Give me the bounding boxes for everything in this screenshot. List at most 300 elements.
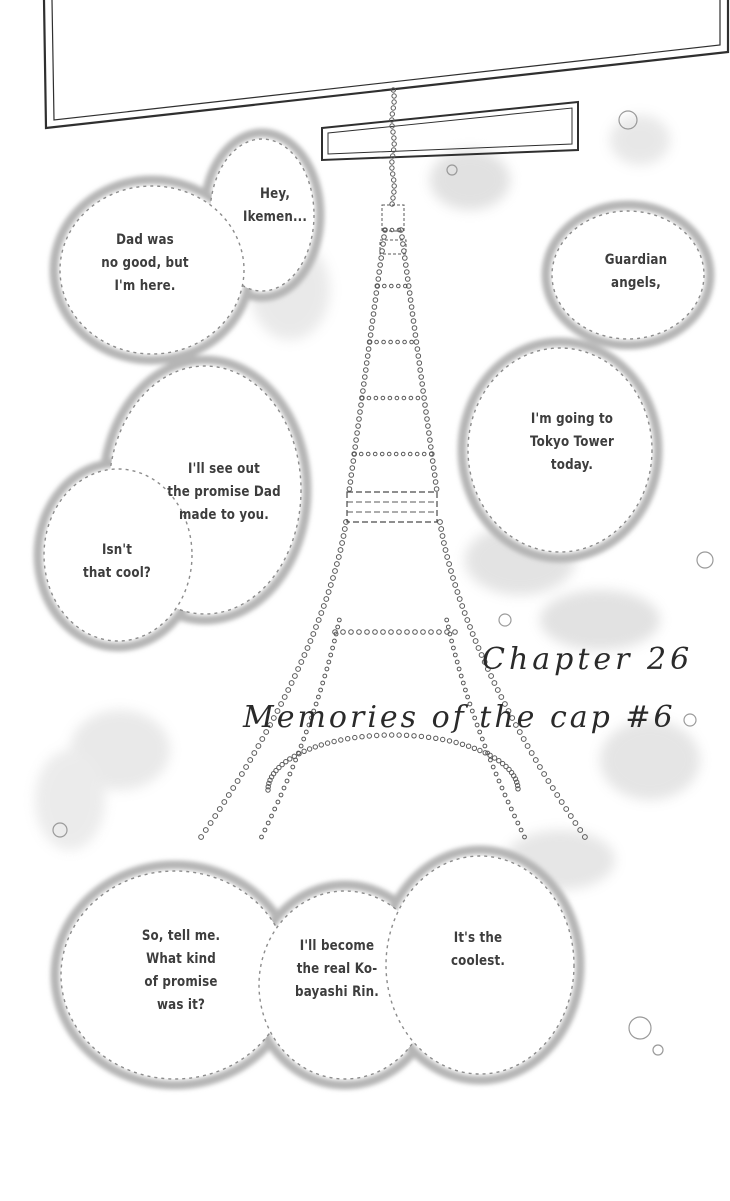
tower-bead [499, 695, 504, 700]
tower-bead [364, 361, 369, 366]
tower-bead [375, 340, 379, 344]
tower-bead [453, 583, 458, 588]
tower-bead [422, 452, 426, 456]
tower-bead [226, 793, 231, 798]
tower-bead [447, 739, 451, 743]
tower-bead [411, 319, 416, 324]
tower-bead [466, 744, 470, 748]
tower-bead [336, 555, 341, 560]
tower-bead [391, 130, 395, 134]
tower-bead [260, 835, 264, 839]
tower-bead [307, 747, 311, 751]
tower-bead [342, 527, 347, 532]
tower-bead [476, 646, 481, 651]
tower-bead [391, 196, 395, 200]
tower-bead [422, 396, 427, 401]
tower-bead [461, 681, 465, 685]
bubble-line: angels, [611, 275, 661, 291]
tower-bead [348, 480, 353, 485]
tower-bead [495, 688, 500, 693]
tower-bead [291, 765, 295, 769]
tower-bead [573, 821, 578, 826]
tower-bead [483, 744, 487, 748]
tower-bead [494, 772, 498, 776]
tower-bead [445, 618, 449, 622]
tower-bead [555, 793, 560, 798]
tower-bead [333, 569, 338, 574]
tower-bead [376, 277, 381, 282]
tower-bead [497, 779, 501, 783]
bubble-line: Ikemen... [242, 209, 308, 225]
tower-bead [360, 396, 364, 400]
tower-bead [434, 487, 439, 492]
tower-bead [311, 632, 316, 637]
tower-bead [473, 639, 478, 644]
tower-bead [440, 534, 445, 539]
tower-bead [366, 452, 370, 456]
tower-bead [350, 466, 355, 471]
tower-bead [426, 735, 430, 739]
bubble-promise-dad [167, 458, 281, 527]
chapter-title: Memories of the cap #6 [243, 700, 676, 735]
tower-bead [325, 667, 329, 671]
tower-bead [376, 284, 380, 288]
tower-bead [434, 736, 438, 740]
tower-bead [352, 452, 356, 456]
tower-bead [387, 452, 391, 456]
tower-bead [392, 178, 396, 182]
tower-bead [392, 190, 396, 194]
tower-bead [317, 695, 321, 699]
tower-bead [439, 527, 444, 532]
tower-bead [381, 242, 386, 247]
tower-bead [470, 632, 475, 637]
tower-bead [327, 660, 331, 664]
tower-bead [396, 340, 400, 344]
tower-bead [417, 361, 422, 366]
tower-bead [441, 737, 445, 741]
tower-bead [457, 667, 461, 671]
tower-bead [400, 235, 405, 240]
tower-bead [362, 382, 367, 387]
tower-bead [392, 184, 396, 188]
tower-bead [446, 625, 450, 629]
tower-bead [328, 583, 333, 588]
tower-bead [500, 786, 504, 790]
tower-bead [392, 142, 396, 146]
tower-bead [390, 112, 394, 116]
bubble-line: Tokyo Tower [529, 434, 615, 450]
tower-bead [260, 737, 265, 742]
tower-bead [443, 548, 448, 553]
tower-bead [392, 136, 396, 140]
tower-bead [354, 438, 359, 443]
tower-bead [217, 807, 222, 812]
tower-bead [491, 765, 495, 769]
tower-bead [335, 562, 340, 567]
bubble-line: today. [550, 457, 594, 473]
tower-bead [513, 814, 517, 818]
tower-bead [533, 758, 538, 763]
bubble-line: that cool? [83, 565, 151, 581]
tower-bead [314, 625, 319, 630]
tower-bead [346, 737, 350, 741]
tower-bead [208, 821, 213, 826]
tower-bead [421, 630, 426, 635]
bubble-line: Isn't [101, 542, 133, 558]
tower-bead [276, 800, 280, 804]
tower-bead [319, 743, 323, 747]
tower-bead [509, 807, 513, 811]
tower-bead [203, 828, 208, 833]
tower-bead [273, 807, 277, 811]
tower-bead [423, 403, 428, 408]
tower-bead [521, 737, 526, 742]
bubble-line: Guardian [604, 252, 668, 268]
tower-bead [478, 748, 482, 752]
tower-bead [359, 403, 364, 408]
tower-bead [389, 340, 393, 344]
tower-bead [421, 389, 426, 394]
tower-bead [462, 611, 467, 616]
tower-bead [377, 270, 382, 275]
tower-bead [503, 793, 507, 797]
tower-bead [564, 807, 569, 812]
tower-bead [353, 445, 358, 450]
tower-bead [450, 639, 454, 643]
tower-bead [429, 630, 434, 635]
tower-bead [414, 340, 419, 345]
tower-bead [420, 382, 425, 387]
tower-bead [351, 459, 356, 464]
tower-bead [369, 326, 374, 331]
tower-bead [288, 772, 292, 776]
tower-bead [292, 754, 296, 758]
tower-bead [368, 333, 373, 338]
tower-bead [404, 263, 409, 268]
tower-bead [391, 106, 395, 110]
tower-bead [263, 828, 267, 832]
tower-bead [483, 751, 487, 755]
tower-bead [410, 340, 414, 344]
tower-bead [199, 835, 204, 840]
tower-bead [341, 534, 346, 539]
tower-bead [403, 256, 408, 261]
bubble-line: bayashi Rin. [295, 984, 379, 1000]
tower-bead [418, 368, 423, 373]
tower-bead [363, 375, 368, 380]
tower-bead [365, 354, 370, 359]
bubble-line: coolest. [450, 953, 506, 969]
tower-bead [578, 828, 583, 833]
tower-bead [382, 235, 387, 240]
tower-bead [353, 735, 357, 739]
tower-bead [424, 410, 429, 415]
tower-bead [426, 424, 431, 429]
tower-bead [248, 758, 253, 763]
tower-bead [279, 793, 283, 797]
tower-bead [525, 744, 530, 749]
tower-bead [550, 786, 555, 791]
tower-bead [357, 417, 362, 422]
tower-bead [472, 746, 476, 750]
tower-bead [413, 333, 418, 338]
tower-bead [455, 590, 460, 595]
bubble-line: It's the [453, 930, 503, 946]
tower-bead [429, 445, 434, 450]
tower-bead [302, 749, 306, 753]
tower-bead [373, 452, 377, 456]
tower-bead [409, 396, 413, 400]
tower-bead [332, 739, 336, 743]
tower-bead [428, 438, 433, 443]
tower-bead [339, 738, 343, 742]
tower-bead [407, 291, 412, 296]
chapter-number: Chapter 26 [482, 642, 694, 677]
tower-bead [459, 674, 463, 678]
tower-bead [382, 340, 386, 344]
tower-bead [326, 590, 331, 595]
tower-bead [372, 305, 377, 310]
tower-bead [371, 312, 376, 317]
tower-bead [519, 828, 523, 832]
tower-bead [397, 284, 401, 288]
tower-bead [341, 630, 346, 635]
tower-bead [213, 814, 218, 819]
tower-bead [361, 389, 366, 394]
tower-bead [370, 319, 375, 324]
tower-bead [433, 480, 438, 485]
tower-bead [451, 576, 456, 581]
tower-bead [364, 368, 369, 373]
tower-bead [389, 630, 394, 635]
tower-bead [453, 653, 457, 657]
tower-bead [365, 630, 370, 635]
tower-bead [349, 630, 354, 635]
bubble-line: Hey, [259, 186, 291, 202]
bubble-hey-ikemen [243, 183, 307, 229]
tower-bead [391, 172, 395, 176]
tower-bead [323, 674, 327, 678]
tower-bead [329, 653, 333, 657]
tower-bead [244, 765, 249, 770]
tower-bead [402, 396, 406, 400]
bubble-tokyo-tower [530, 408, 614, 477]
tower-bead [367, 396, 371, 400]
tower-bead [403, 340, 407, 344]
tower-bead [286, 688, 291, 693]
tower-bead [231, 786, 236, 791]
tower-bead [299, 660, 304, 665]
tower-bead [321, 604, 326, 609]
tower-bead [305, 646, 310, 651]
tower-bead [516, 821, 520, 825]
tower-bead [454, 740, 458, 744]
bubble-line: I'm here. [114, 278, 176, 294]
tower-bead [538, 765, 543, 770]
tower-bead [427, 431, 432, 436]
tower-bead [284, 760, 288, 764]
tower-bead [457, 597, 462, 602]
tower-bead [378, 263, 383, 268]
tower-bead [425, 417, 430, 422]
tower-bead [325, 741, 329, 745]
tower-bead [442, 541, 447, 546]
tower-bead [299, 744, 303, 748]
tower-bead [390, 160, 394, 164]
tower-bead [410, 312, 415, 317]
tower-bead [408, 298, 413, 303]
tower-bead [390, 166, 394, 170]
bubble-line: I'm going to [530, 411, 614, 427]
tower-bead [449, 569, 454, 574]
tower-bead [355, 431, 360, 436]
tower-bead [252, 751, 257, 756]
tower-bead [288, 757, 292, 761]
tower-bead [559, 800, 564, 805]
tower-bead [392, 94, 396, 98]
bubble-line: What kind [146, 951, 216, 967]
bubble-line: the promise Dad [167, 484, 281, 500]
tower-bead [390, 202, 394, 206]
tower-bead [401, 242, 406, 247]
tower-bead [349, 473, 354, 478]
tower-bead [416, 354, 421, 359]
tower-bead [380, 452, 384, 456]
tower-bead [437, 630, 442, 635]
tower-bead [468, 625, 473, 630]
tower-bead [405, 270, 410, 275]
tower-bead [222, 800, 227, 805]
tower-bead [394, 452, 398, 456]
tower-bead [357, 630, 362, 635]
tower-bead [235, 779, 240, 784]
tower-bead [506, 800, 510, 804]
bubble-line: So, tell me. [141, 928, 221, 944]
tower-bead [415, 452, 419, 456]
tower-bead [321, 681, 325, 685]
tower-bead [492, 756, 496, 760]
tower-bead [366, 347, 371, 352]
tower-bead [460, 604, 465, 609]
tower-bead [432, 473, 437, 478]
tower-bead [416, 396, 420, 400]
tower-bead [408, 452, 412, 456]
tower-bead [492, 681, 497, 686]
tower-bead [356, 424, 361, 429]
tower-bead [395, 396, 399, 400]
bubble-real-kobayashi [295, 935, 379, 1004]
tower-bead [240, 772, 245, 777]
tower-bead [324, 597, 329, 602]
bubble-line: I'll see out [188, 461, 260, 477]
bubble-tell-me [142, 925, 220, 1017]
tower-bead [405, 630, 410, 635]
tower-bead [460, 742, 464, 746]
tower-bead [401, 452, 405, 456]
bubble-line: Dad was [116, 232, 174, 248]
tower-bead [452, 646, 456, 650]
tower-bead [381, 630, 386, 635]
tower-bead [373, 630, 378, 635]
tower-bead [419, 375, 424, 380]
tower-bead [488, 753, 492, 757]
tower-bead [430, 459, 435, 464]
tower-bead [316, 618, 321, 623]
tower-bead [379, 256, 384, 261]
tower-bead [455, 660, 459, 664]
tower-bead [360, 735, 364, 739]
tower-bead [308, 639, 313, 644]
tower-bead [331, 576, 336, 581]
bubble-line: was it? [156, 997, 206, 1013]
bubble-line: the real Ko- [296, 961, 378, 977]
tower-bead [480, 737, 484, 741]
tower-bead [464, 688, 468, 692]
tower-bead [392, 100, 396, 104]
tower-bead [266, 821, 270, 825]
tower-bead [285, 779, 289, 783]
tower-bead [465, 618, 470, 623]
tower-bead [445, 555, 450, 560]
tower-bead [415, 347, 420, 352]
bubble-line: no good, but [101, 255, 189, 271]
tower-bead [296, 667, 301, 672]
tower-bead [397, 630, 402, 635]
tower-bead [489, 758, 493, 762]
tower-bead [546, 779, 551, 784]
tower-bead [289, 681, 294, 686]
tower-bead [359, 452, 363, 456]
tower-bead [374, 291, 379, 296]
tower-bead [256, 744, 261, 749]
tower-bead [282, 786, 286, 790]
tower-bead [568, 814, 573, 819]
tower-bead [338, 548, 343, 553]
tower-bead [431, 466, 436, 471]
bubble-line: made to you. [178, 507, 269, 523]
tower-bead [333, 639, 337, 643]
tower-bead [340, 541, 345, 546]
tower-bead [413, 630, 418, 635]
tower-bead [293, 674, 298, 679]
tower-bead [447, 562, 452, 567]
tower-bead [373, 298, 378, 303]
tower-bead [302, 653, 307, 658]
tower-bead [412, 326, 417, 331]
tower-bead [358, 410, 363, 415]
tower-bead [319, 688, 323, 692]
bubble-isnt-that-cool [83, 539, 151, 585]
tower-bead [388, 396, 392, 400]
tower-bead [438, 520, 443, 525]
tower-bead [368, 340, 372, 344]
tower-bead [405, 277, 410, 282]
tower-bead [319, 611, 324, 616]
tower-bead [542, 772, 547, 777]
tower-bead [529, 751, 534, 756]
bubble-coolest [451, 927, 505, 973]
tower-bead [453, 630, 458, 635]
tower-bead [270, 814, 274, 818]
tower-bead [282, 695, 287, 700]
tower-bead [383, 284, 387, 288]
tower-bead [390, 284, 394, 288]
tower-bead [336, 625, 340, 629]
tower-bead [313, 745, 317, 749]
bubble-guardian-angels [605, 249, 667, 295]
tower-bead [466, 695, 470, 699]
